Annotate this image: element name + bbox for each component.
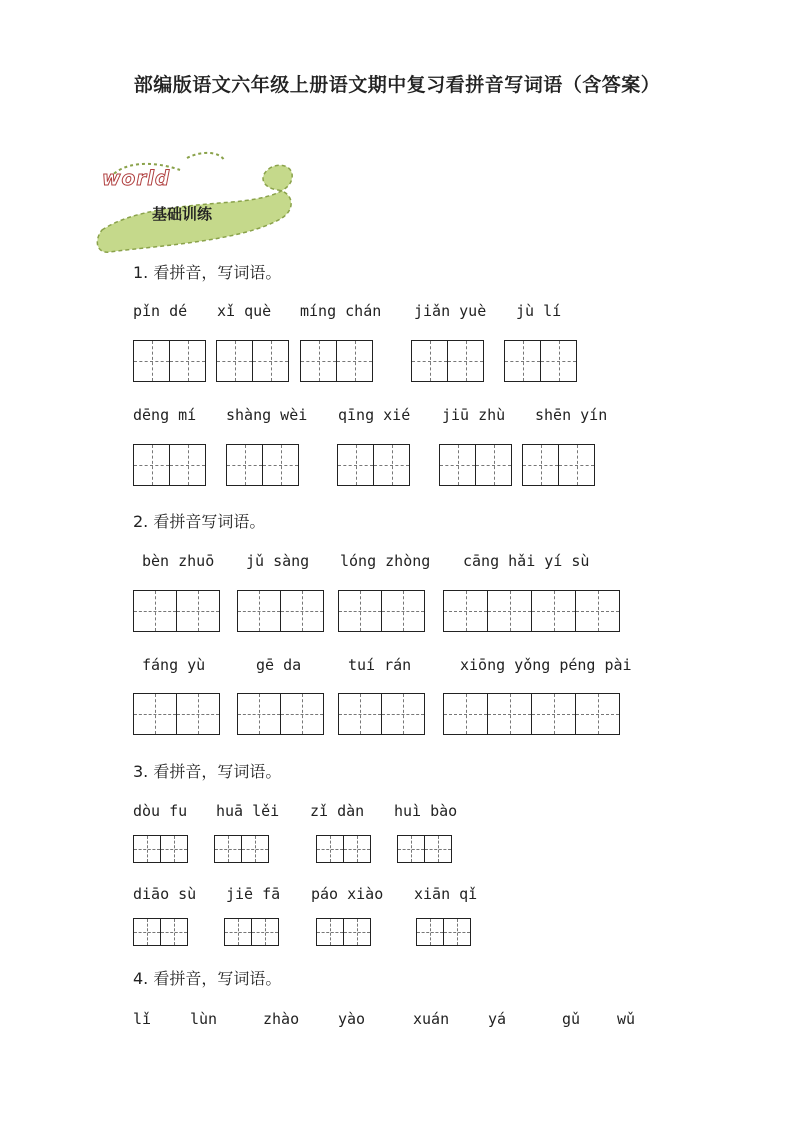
page-title: 部编版语文六年级上册语文期中复习看拼音写词语（含答案） <box>133 74 661 96</box>
writing-grid[interactable] <box>337 444 410 486</box>
writing-grid[interactable] <box>504 340 577 382</box>
writing-grid[interactable] <box>237 590 324 632</box>
pinyin: xǐ què <box>217 302 272 320</box>
writing-grid[interactable] <box>416 918 471 946</box>
section-1-heading: 1. 看拼音，写词语。 <box>133 263 282 282</box>
pinyin: huā lěi <box>216 802 280 820</box>
writing-grid[interactable] <box>214 835 269 863</box>
pinyin: gē da <box>256 656 302 674</box>
writing-grid[interactable] <box>439 444 512 486</box>
writing-grid[interactable] <box>397 835 452 863</box>
writing-grid[interactable] <box>133 590 220 632</box>
pinyin: shàng wèi <box>226 406 308 424</box>
pinyin: fáng yù <box>142 656 206 674</box>
pinyin: huì bào <box>394 802 458 820</box>
section-badge <box>92 148 302 258</box>
section-3-heading: 3. 看拼音，写词语。 <box>133 762 282 781</box>
pinyin: pǐn dé <box>133 302 188 320</box>
pinyin: dòu fu <box>133 802 188 820</box>
pinyin: lùn <box>190 1010 218 1028</box>
pinyin: zhào <box>263 1010 300 1028</box>
pinyin: lǐ <box>133 1010 152 1028</box>
writing-grid[interactable] <box>216 340 289 382</box>
pinyin: xuán <box>413 1010 450 1028</box>
pinyin: jiǎn yuè <box>414 302 487 320</box>
writing-grid[interactable] <box>224 918 279 946</box>
writing-grid[interactable] <box>133 835 188 863</box>
section-2-heading: 2. 看拼音写词语。 <box>133 512 266 531</box>
pinyin: jǔ sàng <box>246 552 310 570</box>
writing-grid[interactable] <box>133 340 206 382</box>
pinyin: diāo sù <box>133 885 197 903</box>
pinyin: xiān qǐ <box>414 885 478 903</box>
writing-grid[interactable] <box>316 918 371 946</box>
writing-grid[interactable] <box>316 835 371 863</box>
writing-grid[interactable] <box>522 444 595 486</box>
writing-grid[interactable] <box>338 693 425 735</box>
pinyin: míng chán <box>300 302 382 320</box>
pinyin: gǔ <box>562 1010 581 1028</box>
pinyin: bèn zhuō <box>142 552 215 570</box>
pinyin: tuí rán <box>348 656 412 674</box>
section-4-heading: 4. 看拼音，写词语。 <box>133 969 282 988</box>
writing-grid[interactable] <box>411 340 484 382</box>
writing-grid[interactable] <box>443 590 620 632</box>
pinyin: cāng hǎi yí sù <box>463 552 590 570</box>
writing-grid[interactable] <box>237 693 324 735</box>
pinyin: zǐ dàn <box>310 802 365 820</box>
writing-grid[interactable] <box>226 444 299 486</box>
pinyin: yào <box>338 1010 366 1028</box>
writing-grid[interactable] <box>133 918 188 946</box>
writing-grid[interactable] <box>443 693 620 735</box>
pinyin: páo xiào <box>311 885 384 903</box>
badge-word: world <box>102 166 171 190</box>
pinyin: jiē fā <box>226 885 281 903</box>
writing-grid[interactable] <box>133 693 220 735</box>
pinyin: wǔ <box>617 1010 636 1028</box>
writing-grid[interactable] <box>338 590 425 632</box>
pinyin: xiōng yǒng péng pài <box>460 656 632 674</box>
writing-grid[interactable] <box>133 444 206 486</box>
badge-label: 基础训练 <box>152 205 213 223</box>
pinyin: qīng xié <box>338 406 411 424</box>
pinyin: jù lí <box>516 302 562 320</box>
writing-grid[interactable] <box>300 340 373 382</box>
pinyin: shēn yín <box>535 406 608 424</box>
pinyin: yá <box>488 1010 507 1028</box>
pinyin: jiū zhù <box>442 406 506 424</box>
pinyin: dēng mí <box>133 406 197 424</box>
pinyin: lóng zhòng <box>340 552 431 570</box>
